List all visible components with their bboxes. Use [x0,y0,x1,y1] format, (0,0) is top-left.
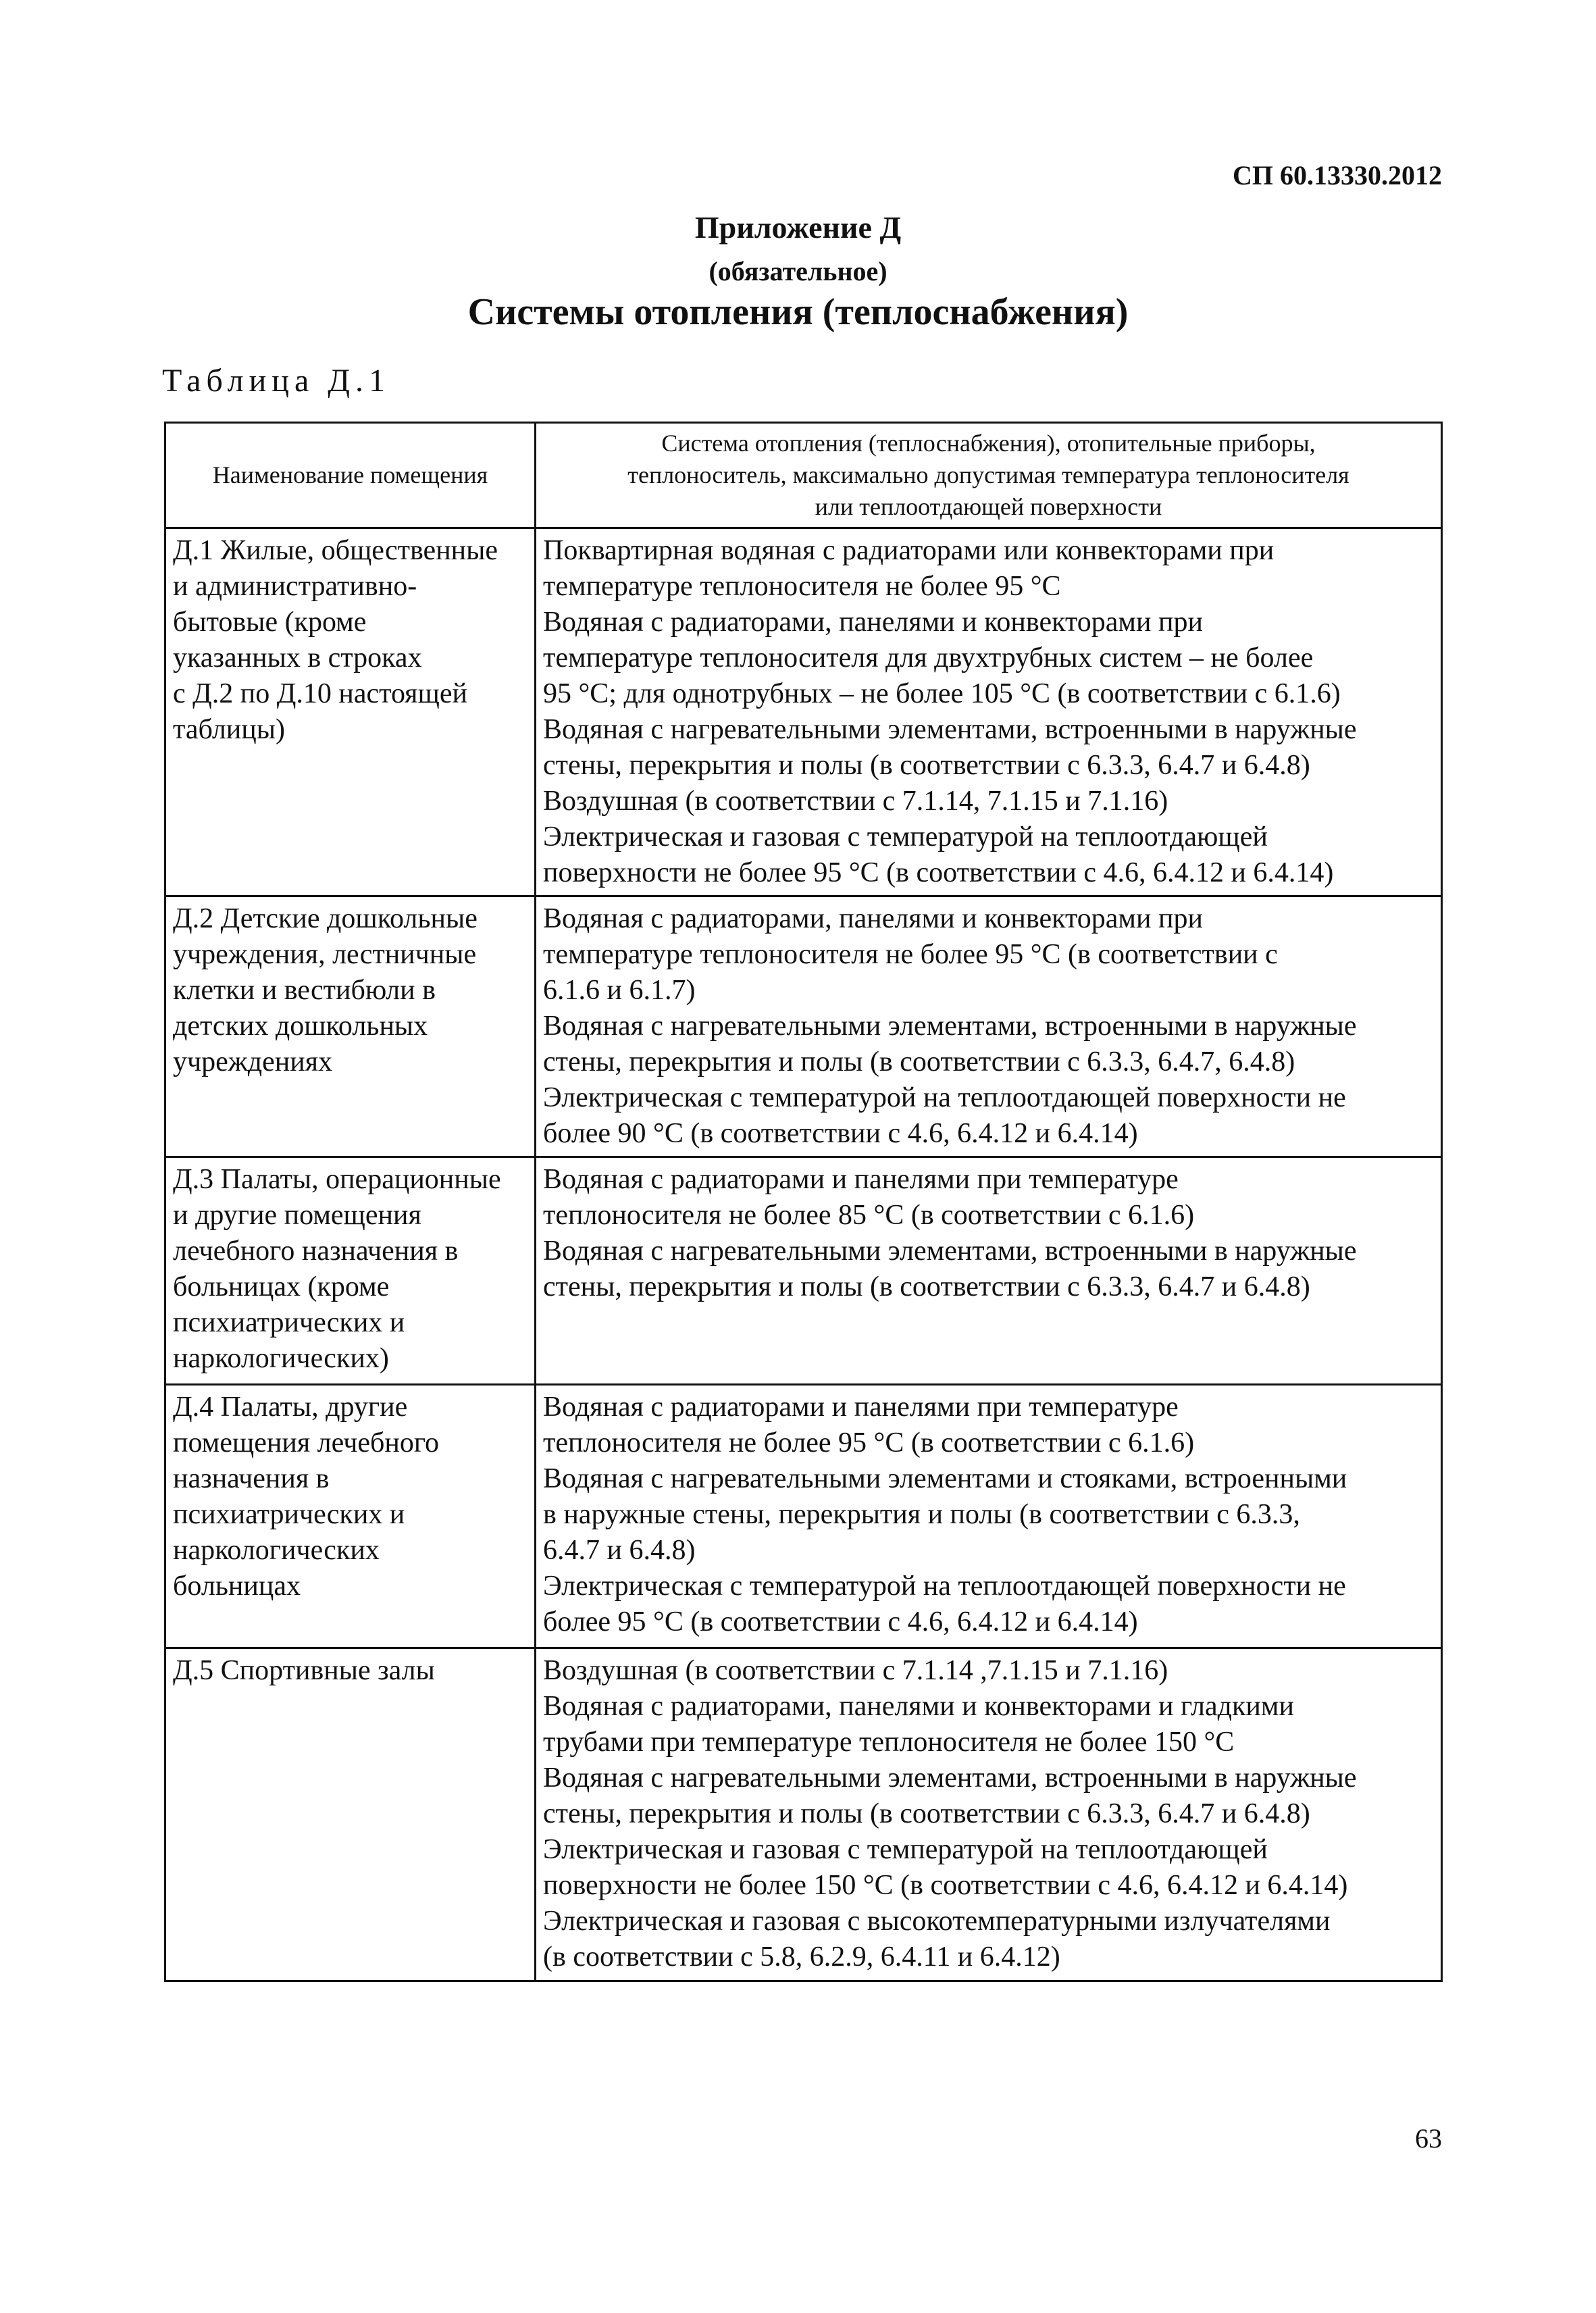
room-name-line: Д.1 Жилые, общественные [173,535,498,566]
room-name-line: назначения в [173,1463,330,1494]
heating-system-line: Водяная с нагревательными элементами, встроенными в наружные [543,1236,1357,1267]
room-name-line: больницах (кроме [173,1271,390,1302]
heating-system-line: Воздушная (в соответствии с 7.1.14, 7.1.15 и 7.1.16) [543,786,1168,817]
room-name-line: таблицы) [173,714,285,745]
heating-system-line: поверхности не более 95 °С (в соответствии с 4.6, 6.4.12 и 6.4.14) [543,857,1334,888]
room-name-line: психиатрических и [173,1499,405,1530]
table-row [165,896,1442,1157]
room-name-line: клетки и вестибюли в [173,975,436,1006]
room-name-cell [165,528,536,896]
heating-system-line: Водяная с радиаторами и панелями при температуре [543,1392,1179,1423]
room-name-line: Д.2 Детские дошкольные [173,903,478,934]
table-caption: Таблица Д.1 [162,363,391,399]
document-code: СП 60.13330.2012 [1233,160,1442,190]
heating-system-cell [536,1385,1442,1648]
heating-system-line: Электрическая и газовая с температурой на теплоотдающей [543,1834,1268,1865]
heating-system-line: стены, перекрытия и полы (в соответствии с 6.3.3, 6.4.7 и 6.4.8) [543,1798,1310,1829]
heating-system-line: температуре теплоносителя не более 95 °С [543,571,1061,602]
room-name-line: указанных в строках [173,642,422,673]
heating-system-line: более 95 °С (в соответствии с 4.6, 6.4.12 и 6.4.14) [543,1606,1138,1637]
heating-system-cell [536,896,1442,1157]
appendix-heading: Системы отопления (теплоснабжения) [467,291,1129,333]
room-name-line: Д.4 Палаты, другие [173,1392,408,1423]
table-row [165,528,1442,896]
heating-system-line: Поквартирная водяная с радиаторами или конвекторами при [543,535,1275,566]
heating-system-line: Водяная с нагревательными элементами, встроенными в наружные [543,1011,1357,1042]
header-line: теплоноситель, максимально допустимая температура теплоносителя [627,461,1349,488]
heating-system-cell [536,528,1442,896]
room-name-line: учреждениях [173,1046,333,1077]
heating-system-line: теплоносителя не более 85 °С (в соответствии с 6.1.6) [543,1200,1195,1231]
heating-system-line: Водяная с нагревательными элементами, встроенными в наружные [543,714,1357,745]
heating-system-line: в наружные стены, перекрытия и полы (в соответствии с 6.3.3, [543,1499,1300,1530]
header-heating-system [536,423,1442,528]
page-number: 63 [1415,2123,1442,2154]
room-name-line: наркологических [173,1535,380,1566]
room-name-line: наркологических) [173,1343,389,1374]
room-name-line: больницах [173,1571,301,1602]
room-name-cell [165,1157,536,1385]
heating-system-line: Водяная с нагревательными элементами и стояками, встроенными [543,1463,1347,1494]
heating-system-line: (в соответствии с 5.8, 6.2.9, 6.4.11 и 6.4.12) [543,1941,1060,1973]
room-name-cell [165,1385,536,1648]
room-name-line: учреждения, лестничные [173,939,477,970]
heating-system-cell [536,1648,1442,1981]
table-row [165,1157,1442,1385]
heating-system-line: Водяная с радиаторами и панелями при температуре [543,1164,1179,1195]
room-name-line: с Д.2 по Д.10 настоящей [173,678,467,709]
header-room-name: Наименование помещения [165,423,536,528]
heating-system-line: Электрическая и газовая с высокотемпературными излучателями [543,1906,1331,1937]
heating-system-line: стены, перекрытия и полы (в соответствии с 6.3.3, 6.4.7, 6.4.8) [543,1046,1295,1077]
room-name-line: Д.5 Спортивные залы [173,1655,435,1686]
header-line: или теплоотдающей поверхности [815,493,1162,520]
heating-systems-table [164,422,1443,1982]
room-name-line: помещения лечебного [173,1427,439,1458]
room-name-line: детских дошкольных [173,1011,428,1042]
heating-system-line: теплоносителя не более 95 °С (в соответствии с 6.1.6) [543,1427,1195,1458]
heating-system-line: Воздушная (в соответствии с 7.1.14 ,7.1.15 и 7.1.16) [543,1655,1168,1686]
room-name-line: психиатрических и [173,1307,405,1338]
heating-system-line: Водяная с радиаторами, панелями и конвекторами при [543,607,1203,638]
room-name-cell [165,1648,536,1981]
heating-system-line: трубами при температуре теплоносителя не более 150 °С [543,1727,1235,1758]
heating-system-line: Электрическая с температурой на теплоотдающей поверхности не [543,1082,1346,1113]
room-name-line: бытовые (кроме [173,607,367,638]
room-name-line: и другие помещения [173,1200,421,1231]
heating-system-line: Водяная с радиаторами, панелями и конвекторами при [543,903,1203,934]
table-row [165,1385,1442,1648]
room-name-line: Д.3 Палаты, операционные [173,1164,501,1195]
heating-system-line: 6.1.6 и 6.1.7) [543,975,696,1006]
heating-system-line: 95 °С; для однотрубных – не более 105 °С (в соответствии с 6.1.6) [543,678,1341,709]
heating-system-line: температуре теплоносителя не более 95 °С (в соответствии с [543,939,1278,970]
heating-system-line: Электрическая и газовая с температурой на теплоотдающей [543,821,1268,853]
room-name-line: лечебного назначения в [173,1236,459,1267]
heating-system-line: более 90 °С (в соответствии с 4.6, 6.4.12 и 6.4.14) [543,1118,1138,1149]
heating-system-cell [536,1157,1442,1385]
heating-system-line: стены, перекрытия и полы (в соответствии с 6.3.3, 6.4.7 и 6.4.8) [543,750,1310,781]
heating-system-line: 6.4.7 и 6.4.8) [543,1535,696,1566]
heating-system-line: температуре теплоносителя для двухтрубных систем – не более [543,642,1314,673]
heating-system-line: поверхности не более 150 °С (в соответствии с 4.6, 6.4.12 и 6.4.14) [543,1870,1348,1901]
header-line: Система отопления (теплоснабжения), отопительные приборы, [661,430,1316,457]
heating-system-line: Водяная с нагревательными элементами, встроенными в наружные [543,1762,1357,1794]
table-row [165,1648,1442,1981]
appendix-title: Приложение Д [694,210,902,245]
table-header-row [165,423,1442,528]
appendix-status: (обязательное) [709,256,887,286]
room-name-cell [165,896,536,1157]
room-name-line: и административно- [173,571,417,602]
heating-system-line: Водяная с радиаторами, панелями и конвекторами и гладкими [543,1691,1294,1722]
heating-system-line: стены, перекрытия и полы (в соответствии с 6.3.3, 6.4.7 и 6.4.8) [543,1271,1310,1302]
heating-system-line: Электрическая с температурой на теплоотдающей поверхности не [543,1571,1346,1602]
